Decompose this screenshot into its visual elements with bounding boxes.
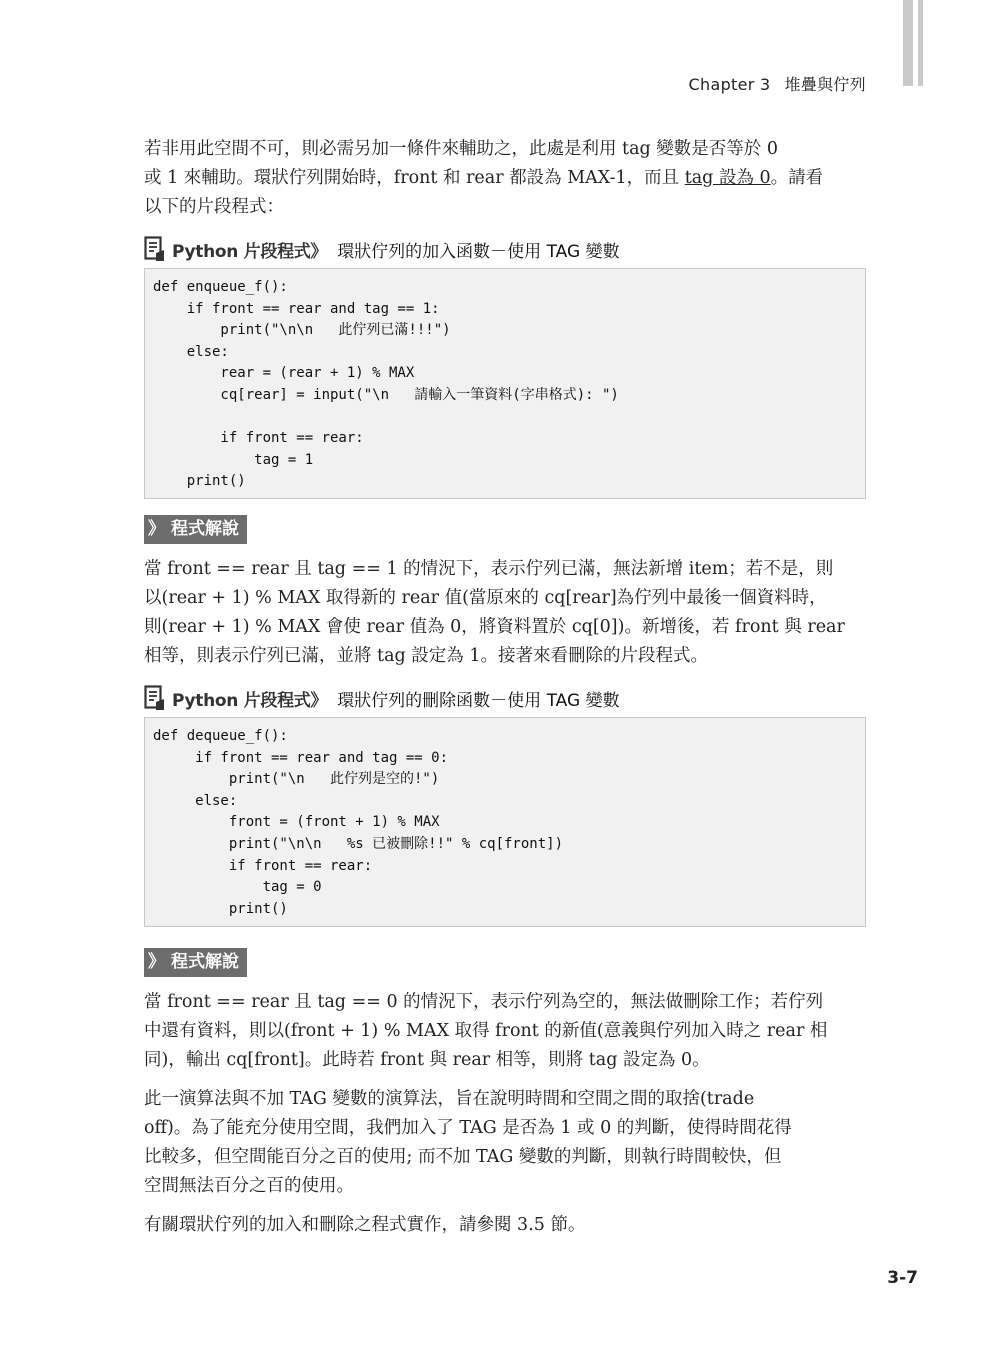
code-line: print() <box>153 900 288 917</box>
explanation-line: 相等，則表示佇列已滿，並將 tag 設定為 1。接著來看刪除的片段程式。 <box>144 646 708 666</box>
explain-heading <box>144 948 247 977</box>
explanation-line: 同)，輸出 cq[front]。此時若 front 與 rear 相等，則將 tag 設定為 0。 <box>144 1050 710 1070</box>
listing-label: Python 片段程式》 <box>172 241 328 262</box>
code-line: print() <box>153 473 246 490</box>
closing-paragraph <box>144 1085 866 1201</box>
explain-tag <box>144 948 247 977</box>
intro-line: 以下的片段程式： <box>144 197 284 217</box>
listing-title <box>144 234 620 264</box>
chevron-icon: 》 <box>148 519 165 539</box>
code-line: def enqueue_f(): <box>153 279 288 295</box>
explanation-paragraph <box>144 555 866 671</box>
explanation-line: 則(rear + 1) % MAX 會使 rear 值為 0，將資料置於 cq[0])。新增後，若 front 與 rear <box>144 617 845 637</box>
closing-line: 比較多，但空間能百分之百的使用; 而不加 TAG 變數的判斷，則執行時間較快，但 <box>144 1147 782 1167</box>
intro-line: 若非用此空間不可，則必需另加一條件來輔助之，此處是利用 tag 變數是否等於 0 <box>144 139 778 159</box>
closing-line: 有關環狀佇列的加入和刪除之程式實作，請參閱 3.5 節。 <box>144 1215 586 1235</box>
listing-label: Python 片段程式》 <box>172 690 328 711</box>
explain-label: 程式解說 <box>171 952 239 972</box>
code-line: if front == rear: <box>153 857 373 874</box>
listing-caption: 環狀佇列的刪除函數－使用 TAG 變數 <box>337 690 620 711</box>
chapter-number: Chapter 3 <box>688 75 771 94</box>
intro-paragraph <box>144 135 866 222</box>
code-block <box>144 717 866 927</box>
code-line: rear = (rear + 1) % MAX <box>153 365 415 382</box>
closing-paragraph <box>144 1211 866 1240</box>
code-line: print("\n\n 此佇列已滿!!!") <box>153 322 451 339</box>
explanation-paragraph <box>144 988 866 1075</box>
code-line: cq[rear] = input("\n 請輸入一筆資料(字串格式): ") <box>153 386 619 403</box>
code-line: def dequeue_f(): <box>153 728 288 744</box>
explanation-line: 以(rear + 1) % MAX 取得新的 rear 值(當原來的 cq[rear]為佇列中最後一個資料時， <box>144 588 827 608</box>
underlined-text: tag 設為 0 <box>684 168 771 188</box>
closing-line: 此一演算法與不加 TAG 變數的演算法，旨在說明時間和空間之間的取捨(trade <box>144 1089 755 1109</box>
page-number: 3-7 <box>887 1268 918 1288</box>
code-line: else: <box>153 343 229 360</box>
code-line <box>153 407 857 429</box>
code-line: if front == rear and tag == 0: <box>153 749 449 766</box>
code-line: print("\n\n %s 已被刪除!!" % cq[front]) <box>153 835 564 852</box>
code-block <box>144 268 866 499</box>
edge-tab-bar <box>903 0 913 86</box>
running-header <box>689 72 866 95</box>
chevron-icon: 》 <box>148 952 165 972</box>
closing-line: 空間無法百分之百的使用。 <box>144 1176 354 1196</box>
chapter-title: 堆疊與佇列 <box>784 75 866 94</box>
code-line: front = (front + 1) % MAX <box>153 814 440 831</box>
code-listing-icon <box>144 685 166 711</box>
explain-label: 程式解說 <box>171 519 239 539</box>
code-line: print("\n 此佇列是空的!") <box>153 771 440 788</box>
code-line: if front == rear and tag == 1: <box>153 300 440 317</box>
explanation-line: 當 front == rear 且 tag == 0 的情況下，表示佇列為空的，無法做刪除工作；若佇列 <box>144 992 824 1012</box>
explain-tag <box>144 515 247 544</box>
code-line: if front == rear: <box>153 430 364 447</box>
closing-line: off)。為了能充分使用空間，我們加入了 TAG 是否為 1 或 0 的判斷，使得時間花得 <box>144 1118 792 1138</box>
intro-line: 或 1 來輔助。環狀佇列開始時，front 和 rear 都設為 MAX-1，而且 tag 設為 0。請看 <box>144 168 824 188</box>
explain-heading <box>144 515 247 544</box>
listing-caption: 環狀佇列的加入函數－使用 TAG 變數 <box>337 241 620 262</box>
explanation-line: 當 front == rear 且 tag == 1 的情況下，表示佇列已滿，無法新增 item；若不是，則 <box>144 559 834 579</box>
explanation-line: 中還有資料，則以(front + 1) % MAX 取得 front 的新值(意義與佇列加入時之 rear 相 <box>144 1021 828 1041</box>
listing-title <box>144 683 620 713</box>
code-line: tag = 1 <box>153 451 314 468</box>
code-line: else: <box>153 792 238 809</box>
code-line: tag = 0 <box>153 879 322 896</box>
code-listing-icon <box>144 236 166 262</box>
edge-tab-bar-thin <box>918 0 923 86</box>
